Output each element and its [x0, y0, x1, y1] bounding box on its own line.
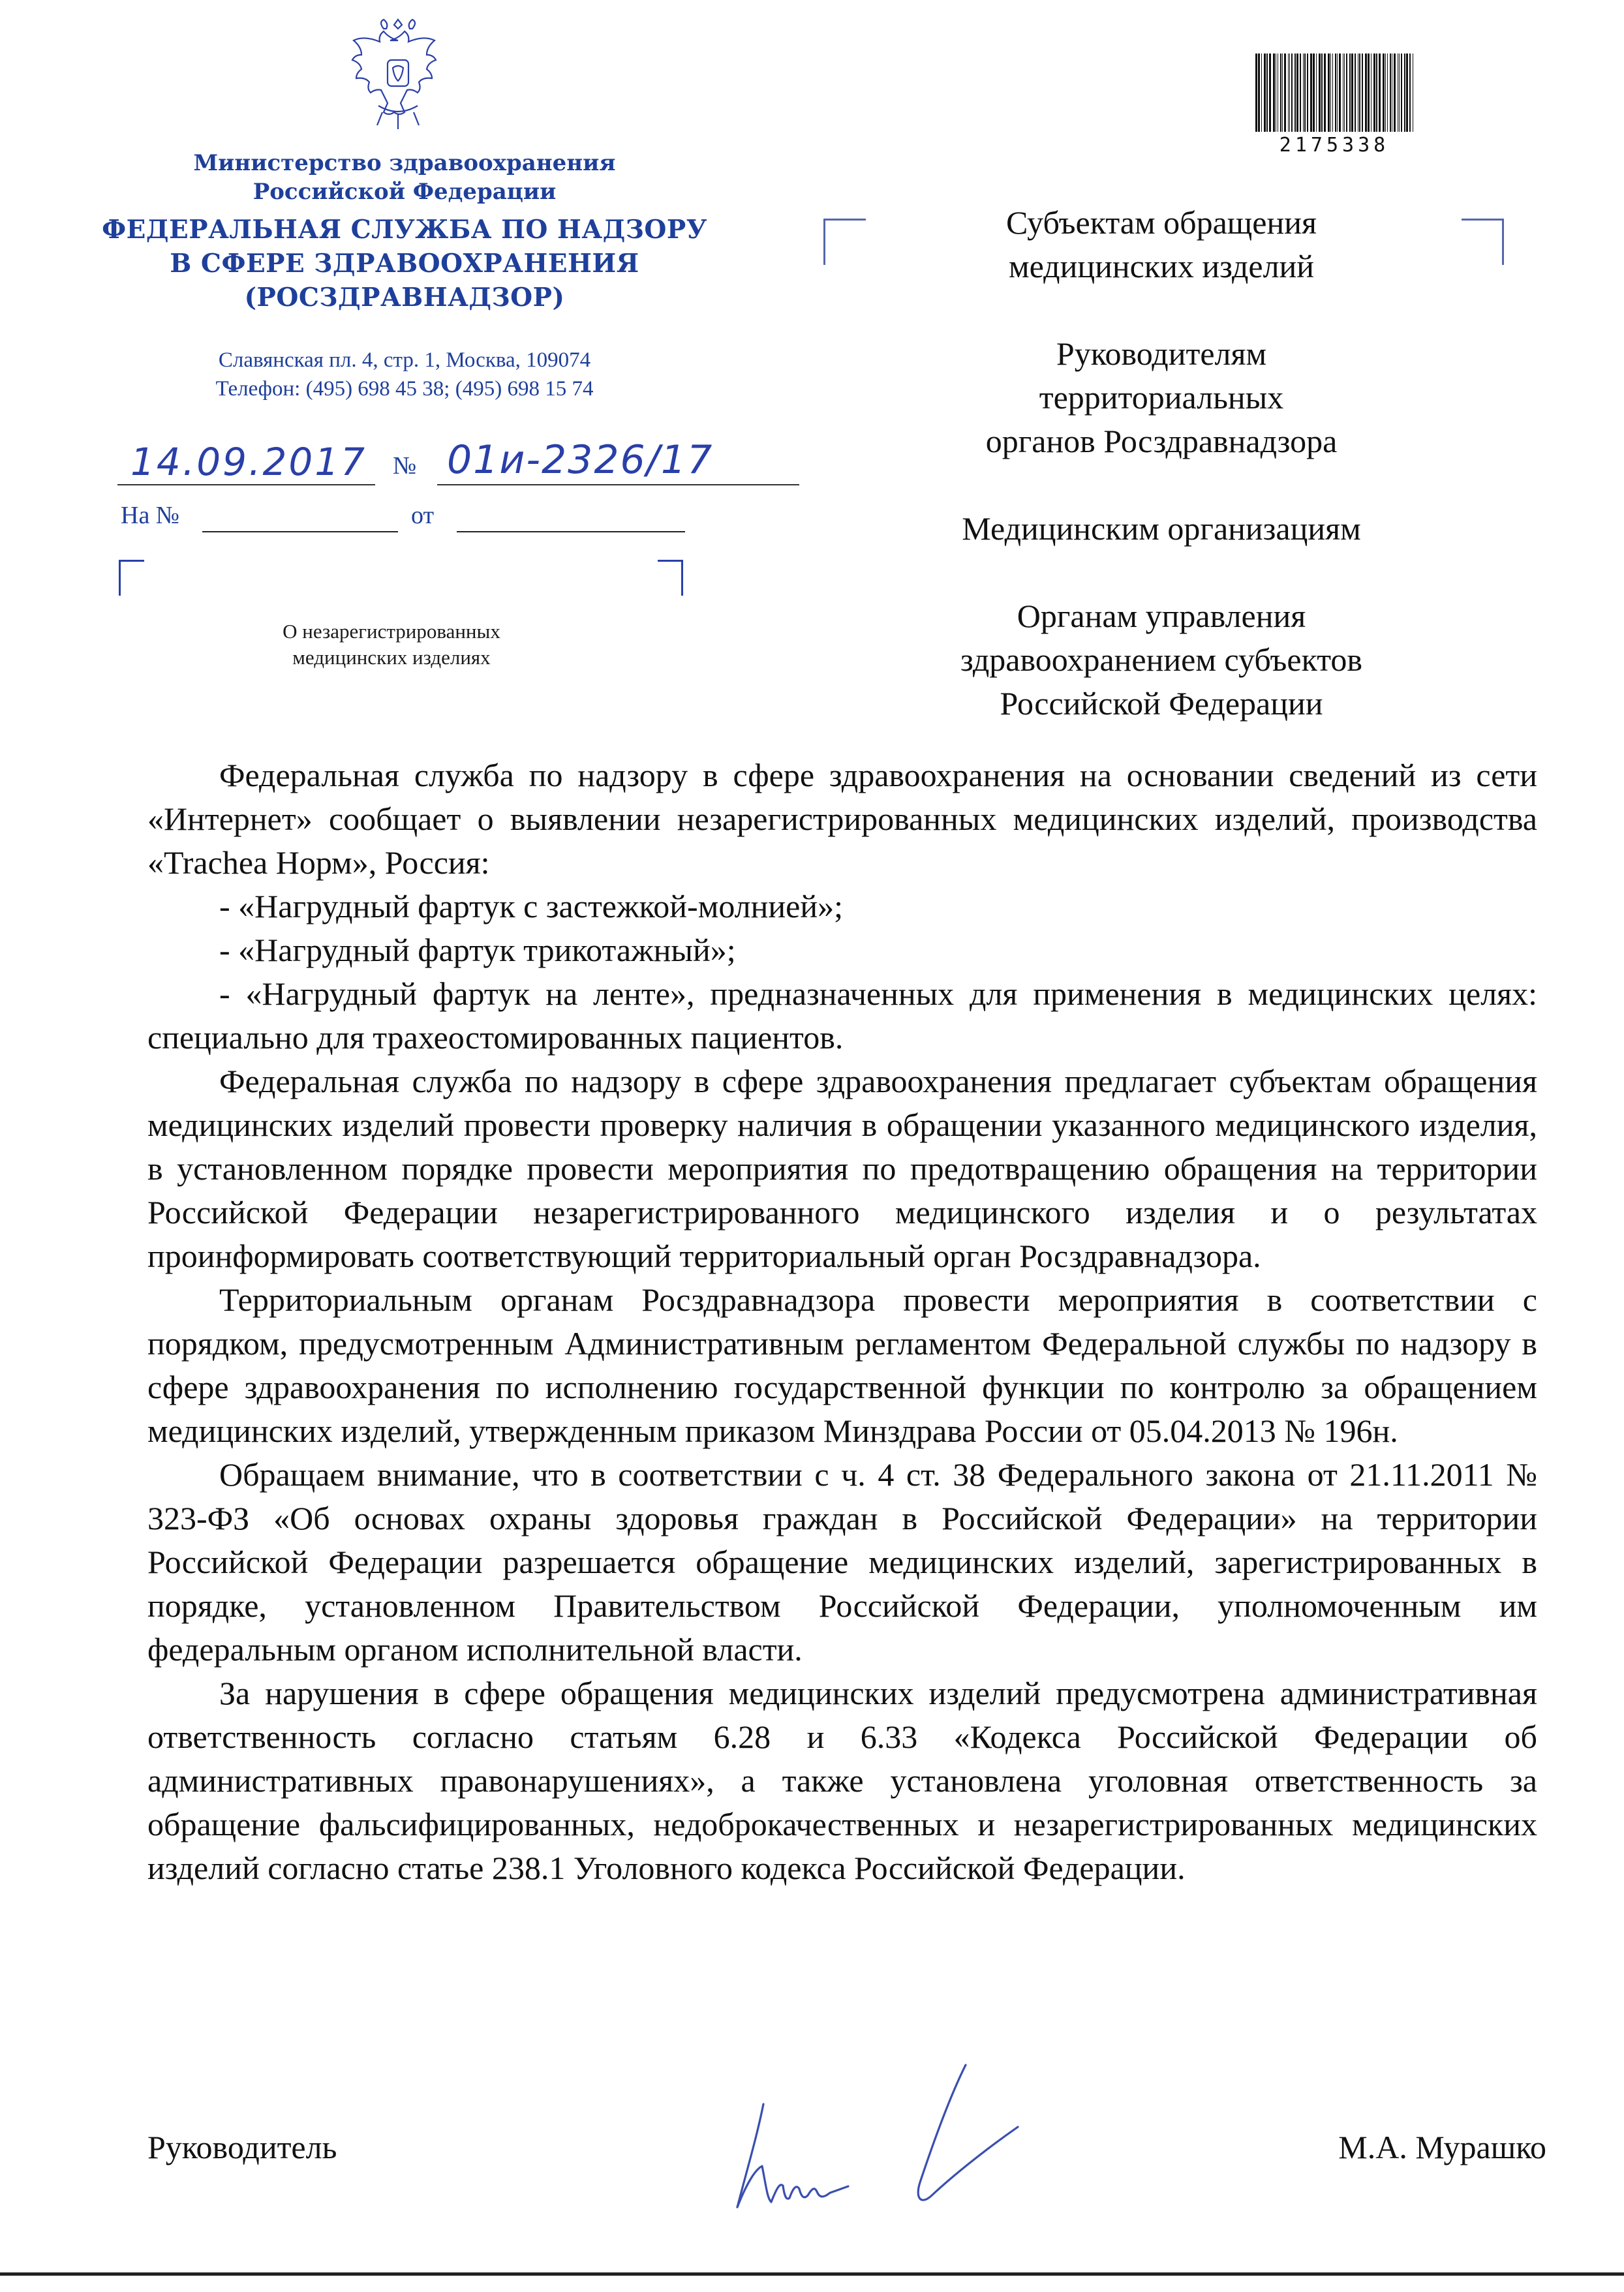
barcode-bar	[1394, 53, 1396, 132]
barcode-bar	[1328, 53, 1330, 132]
barcode-bar	[1344, 53, 1345, 132]
barcode-bar	[1316, 53, 1317, 132]
subject-line-1: О незарегистрированных	[283, 620, 500, 643]
barcode-bar	[1409, 53, 1411, 132]
barcode-bar	[1255, 53, 1257, 132]
ministry-line-2: Российской Федерации	[253, 179, 557, 205]
barcode-bar	[1365, 53, 1367, 132]
addressee-line: Руководителям	[1056, 335, 1267, 372]
barcode-bar	[1321, 53, 1323, 132]
paragraph-territorial: Территориальным органам Росздравнадзора провести мероприятия в соответствии с порядком, предусмотренным Административным регламентом Федеральной службы по надзору в сфере здравоохранения по исполнению государственной функции по контролю за обращением медицинских изделий, утвержденным приказом Минздрава России от 05.04.2013 № 196н.	[147, 1281, 1537, 1449]
phone-line: Телефон: (495) 698 45 38; (495) 698 15 74	[215, 377, 594, 401]
addressee-bracket-right	[1462, 219, 1504, 265]
list-item: - «Нагрудный фартук на ленте», предназначенных для применения в медицинских целях: специально для трахеостомированных пациентов.	[147, 975, 1537, 1056]
addressee-1	[894, 201, 1429, 288]
addressee-line: медицинских изделий	[1008, 248, 1315, 284]
barcode-bar	[1390, 53, 1391, 132]
addressee-line: территориальных	[1039, 379, 1284, 416]
barcode-bar	[1339, 53, 1341, 132]
barcode-bar	[1349, 53, 1351, 132]
barcode-bar	[1303, 53, 1304, 132]
barcode-bar	[1335, 53, 1336, 132]
ministry-name	[117, 149, 692, 206]
barcode-bar	[1376, 53, 1377, 132]
barcode-bar	[1295, 53, 1296, 132]
barcode-bar	[1387, 53, 1388, 132]
service-address	[117, 346, 692, 403]
paragraph-law: Обращаем внимание, что в соответствии с ч. 4 ст. 38 Федерального закона от 21.11.2011 № 323-ФЗ «Об основах охраны здоровья граждан в Российской Федерации» на территории Российской Федерации разрешается обращение медицинских изделий, зарегистрированных в порядке, установленном Правительством Российской Федерации, уполномоченным им федеральным органом исполнительной власти.	[147, 1456, 1537, 1668]
paragraph-intro: Федеральная служба по надзору в сфере здравоохранения на основании сведений из сети «Интернет» сообщает о выявлении незарегистрированных медицинских изделий, производства «Trachea Норм», Россия:	[147, 757, 1537, 881]
ministry-line-1: Министерство здравоохранения	[193, 150, 616, 176]
barcode-bar	[1264, 53, 1266, 132]
subject-line-2: медицинских изделиях	[292, 646, 491, 669]
barcode-bar	[1379, 53, 1381, 132]
barcode-bar	[1310, 53, 1312, 132]
paragraph-proposal: Федеральная служба по надзору в сфере здравоохранения предлагает субъектам обращения медицинских изделий провести проверку наличия в обращении указанного медицинского изделия, в установленном порядке провести мероприятия по предотвращению обращения на территории Российской Федерации незарегистрированного медицинского изделия и о результатах проинформировать соответствующий территориальный орган Росздравнадзора.	[147, 1063, 1537, 1274]
addressee-line: здравоохранением субъектов	[960, 641, 1363, 678]
subject-bracket-right	[658, 560, 683, 596]
letter-subject	[130, 619, 652, 671]
bottom-edge-line	[0, 2272, 1624, 2276]
barcode-bar	[1330, 53, 1331, 132]
barcode-bar	[1351, 53, 1353, 132]
registration-number: 01и-2326/17	[447, 437, 714, 483]
barcode-bar	[1269, 53, 1271, 132]
barcode-bar	[1406, 53, 1408, 132]
service-line-1: ФЕДЕРАЛЬНАЯ СЛУЖБА ПО НАДЗОРУ	[102, 215, 707, 245]
subject-bracket-left	[119, 560, 144, 596]
barcode-bar	[1307, 53, 1308, 132]
barcode-bar	[1291, 53, 1293, 132]
barcode-bar	[1266, 53, 1268, 132]
state-emblem-icon	[346, 14, 450, 133]
barcode-bar	[1304, 53, 1306, 132]
barcode-bar	[1324, 53, 1326, 132]
barcode-bar	[1399, 53, 1400, 132]
addressee-line: Субъектам обращения	[1006, 204, 1317, 241]
barcode-bar	[1362, 53, 1363, 132]
barcode-bar	[1288, 53, 1289, 132]
reply-number-line	[202, 531, 398, 532]
barcode-bar	[1300, 53, 1301, 132]
list-item: - «Нагрудный фартук трикотажный»;	[219, 932, 736, 968]
letter-body	[147, 754, 1537, 1890]
addressee-line: Органам управления	[1017, 598, 1306, 634]
service-line-3: (РОСЗДРАВНАДЗОР)	[244, 283, 565, 313]
barcode-bar	[1346, 53, 1347, 132]
barcode	[1253, 53, 1416, 132]
barcode-bar	[1337, 53, 1338, 132]
registration-date: 14.09.2017	[130, 440, 367, 484]
barcode-bar	[1296, 53, 1298, 132]
barcode-bar	[1373, 53, 1375, 132]
number-underline	[437, 484, 799, 485]
registration-row	[117, 437, 803, 484]
barcode-bar	[1359, 53, 1360, 132]
addressee-line: Медицинским организациям	[962, 510, 1361, 547]
service-name	[85, 213, 724, 314]
handwritten-signature	[685, 2058, 1050, 2222]
addressee-bracket-left	[823, 219, 866, 265]
signatory-name: М.А. Мурашко	[1338, 2129, 1546, 2165]
addressee-2	[894, 332, 1429, 463]
date-underline	[117, 484, 375, 485]
from-label: от	[411, 502, 435, 529]
barcode-number: 2175338	[1279, 134, 1390, 157]
barcode-bar	[1273, 53, 1275, 132]
barcode-bar	[1401, 53, 1402, 132]
reply-to-label: На №	[121, 502, 180, 529]
service-line-2: В СФЕРЕ ЗДРАВООХРАНЕНИЯ	[170, 249, 639, 279]
barcode-bar	[1282, 53, 1283, 132]
barcode-bar	[1368, 53, 1370, 132]
number-label: №	[393, 452, 417, 480]
barcode-bar	[1404, 53, 1405, 132]
barcode-bar	[1385, 53, 1386, 132]
barcode-bar	[1258, 53, 1260, 132]
addressee-line: органов Росздравнадзора	[985, 423, 1338, 459]
barcode-bar	[1289, 53, 1290, 132]
barcode-bar	[1261, 53, 1262, 132]
barcode-bar	[1332, 53, 1333, 132]
addressee-3	[894, 507, 1429, 551]
barcode-bar	[1313, 53, 1315, 132]
addressee-4	[894, 594, 1429, 726]
addressee-line: Российской Федерации	[1000, 685, 1323, 722]
list-item: - «Нагрудный фартук с застежкой-молнией»;	[219, 888, 843, 924]
paragraph-liability: За нарушения в сфере обращения медицинских изделий предусмотрена административная ответственность согласно статьям 6.28 и 6.33 «Кодекса Российской Федерации об административных правонарушениях», а также установлена уголовная ответственность за обращение фальсифицированных, недоброкачественных и незарегистрированных медицинских изделий согласно статье 238.1 Уголовного кодекса Российской Федерации.	[147, 1675, 1537, 1886]
barcode-bar	[1383, 53, 1385, 132]
barcode-bar	[1355, 53, 1356, 132]
address-line: Славянская пл. 4, стр. 1, Москва, 109074	[218, 348, 591, 372]
reply-reference-row	[117, 501, 692, 540]
addressees-block	[894, 201, 1429, 726]
barcode-bar	[1319, 53, 1321, 132]
barcode-bar	[1284, 53, 1286, 132]
signatory-title: Руководитель	[147, 2129, 337, 2165]
reply-date-line	[457, 531, 685, 532]
barcode-bar	[1280, 53, 1281, 132]
